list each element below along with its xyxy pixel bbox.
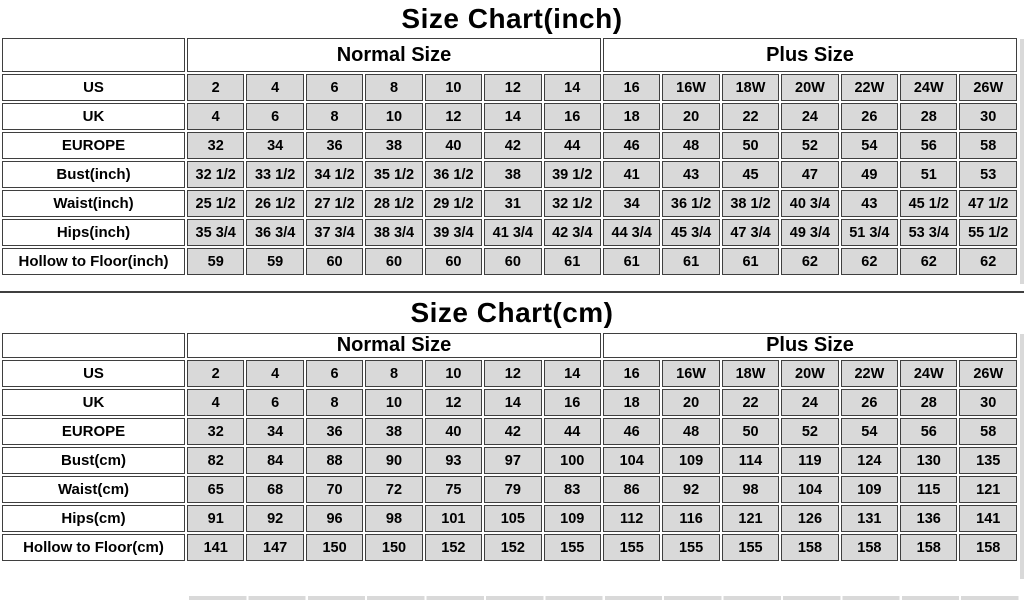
size-cell: 25 1/2 <box>187 190 244 217</box>
size-cell: 83 <box>544 476 601 503</box>
size-cell: 68 <box>246 476 303 503</box>
size-cell: 158 <box>900 534 957 561</box>
size-cell: 91 <box>187 505 244 532</box>
size-cell: 43 <box>662 161 719 188</box>
size-cell: 10 <box>425 360 482 387</box>
size-cell: 131 <box>841 505 898 532</box>
size-cell: 49 <box>841 161 898 188</box>
size-cell: 27 1/2 <box>306 190 363 217</box>
table-row <box>2 447 1017 474</box>
size-cell: 36 1/2 <box>425 161 482 188</box>
size-cell: 158 <box>959 534 1017 561</box>
size-cell: 14 <box>484 389 541 416</box>
table-row <box>2 248 1017 275</box>
size-cell: 20 <box>662 389 719 416</box>
size-cell: 16W <box>662 74 719 101</box>
size-cell: 109 <box>544 505 601 532</box>
size-chart-cm-section <box>0 291 1024 563</box>
size-cell: 14 <box>544 74 601 101</box>
table-row <box>2 190 1017 217</box>
size-cell: 53 3/4 <box>900 219 957 246</box>
size-cell: 36 <box>306 132 363 159</box>
size-cell: 104 <box>781 476 838 503</box>
size-cell: 41 <box>603 161 660 188</box>
size-cell: 136 <box>900 505 957 532</box>
size-cell: 6 <box>246 103 303 130</box>
size-cell: 116 <box>662 505 719 532</box>
size-cell: 121 <box>959 476 1017 503</box>
table-row <box>2 505 1017 532</box>
size-cell: 121 <box>722 505 779 532</box>
size-cell: 4 <box>187 389 244 416</box>
size-cell: 50 <box>722 418 779 445</box>
size-cell: 16 <box>544 103 601 130</box>
size-cell: 45 <box>722 161 779 188</box>
size-cell: 109 <box>662 447 719 474</box>
size-cell: 59 <box>246 248 303 275</box>
size-cell: 75 <box>425 476 482 503</box>
size-cell: 48 <box>662 418 719 445</box>
row-label: Waist(inch) <box>2 190 185 217</box>
table-row <box>2 360 1017 387</box>
size-cell: 44 3/4 <box>603 219 660 246</box>
size-cell: 8 <box>365 74 422 101</box>
size-cell: 29 1/2 <box>425 190 482 217</box>
size-cell: 93 <box>425 447 482 474</box>
size-cell: 2 <box>187 74 244 101</box>
size-cell: 24 <box>781 103 838 130</box>
size-cell: 26 1/2 <box>246 190 303 217</box>
table-row <box>2 74 1017 101</box>
row-label: Hollow to Floor(cm) <box>2 534 185 561</box>
size-chart-cm-title: Size Chart(cm) <box>0 291 1024 331</box>
size-cell: 38 <box>365 132 422 159</box>
size-cell: 4 <box>246 360 303 387</box>
size-cell: 84 <box>246 447 303 474</box>
size-cell: 48 <box>662 132 719 159</box>
size-cell: 92 <box>246 505 303 532</box>
cutoff-row-strip <box>189 596 1020 600</box>
size-cell: 37 3/4 <box>306 219 363 246</box>
size-cell: 72 <box>365 476 422 503</box>
size-cell: 61 <box>603 248 660 275</box>
row-label: UK <box>2 103 185 130</box>
size-cell: 47 3/4 <box>722 219 779 246</box>
size-cell: 114 <box>722 447 779 474</box>
size-cell: 124 <box>841 447 898 474</box>
size-cell: 92 <box>662 476 719 503</box>
size-cell: 36 1/2 <box>662 190 719 217</box>
size-cell: 155 <box>722 534 779 561</box>
size-cell: 6 <box>306 360 363 387</box>
size-cell: 38 1/2 <box>722 190 779 217</box>
size-cell: 12 <box>484 74 541 101</box>
size-cell: 30 <box>959 103 1017 130</box>
size-cell: 52 <box>781 418 838 445</box>
group-header-plus-size: Plus Size <box>603 38 1017 72</box>
size-cell: 14 <box>484 103 541 130</box>
size-cell: 33 1/2 <box>246 161 303 188</box>
size-cell: 79 <box>484 476 541 503</box>
size-cell: 141 <box>187 534 244 561</box>
size-cell: 62 <box>959 248 1017 275</box>
size-cell: 158 <box>781 534 838 561</box>
size-cell: 51 3/4 <box>841 219 898 246</box>
row-label: Bust(inch) <box>2 161 185 188</box>
size-cell: 39 1/2 <box>544 161 601 188</box>
size-cell: 40 <box>425 418 482 445</box>
size-cell: 155 <box>662 534 719 561</box>
size-cell: 28 1/2 <box>365 190 422 217</box>
table-row <box>2 534 1017 561</box>
size-cell: 126 <box>781 505 838 532</box>
size-chart-inch-section <box>0 0 1024 277</box>
size-cell: 8 <box>306 389 363 416</box>
size-cell: 54 <box>841 132 898 159</box>
size-cell: 8 <box>306 103 363 130</box>
size-cell: 155 <box>603 534 660 561</box>
size-cell: 22 <box>722 103 779 130</box>
size-cell: 26 <box>841 389 898 416</box>
size-cell: 60 <box>425 248 482 275</box>
row-label: Hips(cm) <box>2 505 185 532</box>
size-cell: 38 <box>365 418 422 445</box>
table-row <box>2 132 1017 159</box>
size-cell: 56 <box>900 132 957 159</box>
size-cell: 16 <box>544 389 601 416</box>
table-row <box>2 389 1017 416</box>
size-cell: 34 <box>603 190 660 217</box>
cutoff-column-strip <box>1020 334 1024 579</box>
size-cell: 26 <box>841 103 898 130</box>
size-cell: 130 <box>900 447 957 474</box>
size-cell: 105 <box>484 505 541 532</box>
size-cell: 119 <box>781 447 838 474</box>
size-cell: 18 <box>603 389 660 416</box>
size-cell: 14 <box>544 360 601 387</box>
row-label: Waist(cm) <box>2 476 185 503</box>
table-row <box>2 161 1017 188</box>
row-label: EUROPE <box>2 132 185 159</box>
size-cell: 45 1/2 <box>900 190 957 217</box>
size-cell: 40 3/4 <box>781 190 838 217</box>
size-cell: 150 <box>306 534 363 561</box>
row-label: Hollow to Floor(inch) <box>2 248 185 275</box>
size-cell: 42 <box>484 418 541 445</box>
size-cell: 12 <box>484 360 541 387</box>
table-row <box>2 476 1017 503</box>
size-cell: 42 3/4 <box>544 219 601 246</box>
size-cell: 112 <box>603 505 660 532</box>
size-cell: 115 <box>900 476 957 503</box>
size-cell: 2 <box>187 360 244 387</box>
size-cell: 62 <box>781 248 838 275</box>
size-cell: 141 <box>959 505 1017 532</box>
row-label: Hips(inch) <box>2 219 185 246</box>
size-cell: 18 <box>603 103 660 130</box>
size-cell: 104 <box>603 447 660 474</box>
size-cell: 158 <box>841 534 898 561</box>
size-cell: 6 <box>306 74 363 101</box>
size-cell: 100 <box>544 447 601 474</box>
size-cell: 16 <box>603 360 660 387</box>
size-cell: 98 <box>722 476 779 503</box>
size-cell: 50 <box>722 132 779 159</box>
size-cell: 10 <box>365 103 422 130</box>
size-cell: 36 <box>306 418 363 445</box>
size-cell: 60 <box>365 248 422 275</box>
size-cell: 58 <box>959 132 1017 159</box>
size-cell: 46 <box>603 418 660 445</box>
size-cell: 39 3/4 <box>425 219 482 246</box>
size-cell: 56 <box>900 418 957 445</box>
size-cell: 60 <box>484 248 541 275</box>
group-header-normal-size: Normal Size <box>187 38 601 72</box>
size-cell: 52 <box>781 132 838 159</box>
size-cell: 152 <box>425 534 482 561</box>
cutoff-column-strip <box>1020 39 1024 284</box>
size-cell: 24 <box>781 389 838 416</box>
size-cell: 34 <box>246 132 303 159</box>
size-cell: 24W <box>900 360 957 387</box>
size-cell: 60 <box>306 248 363 275</box>
size-cell: 31 <box>484 190 541 217</box>
size-cell: 59 <box>187 248 244 275</box>
size-cell: 62 <box>841 248 898 275</box>
group-header-plus-size: Plus Size <box>603 333 1017 358</box>
size-cell: 18W <box>722 74 779 101</box>
corner-cell <box>2 333 185 358</box>
size-cell: 20W <box>781 360 838 387</box>
size-cell: 18W <box>722 360 779 387</box>
size-cell: 147 <box>246 534 303 561</box>
size-cell: 109 <box>841 476 898 503</box>
size-cell: 47 <box>781 161 838 188</box>
group-header-row <box>2 38 1017 72</box>
size-cell: 10 <box>365 389 422 416</box>
size-cell: 58 <box>959 418 1017 445</box>
size-cell: 41 3/4 <box>484 219 541 246</box>
table-row <box>2 418 1017 445</box>
size-cell: 42 <box>484 132 541 159</box>
size-cell: 40 <box>425 132 482 159</box>
size-cell: 82 <box>187 447 244 474</box>
size-cell: 152 <box>484 534 541 561</box>
size-cell: 4 <box>187 103 244 130</box>
table-row <box>2 103 1017 130</box>
row-label: Bust(cm) <box>2 447 185 474</box>
size-chart-cm-table <box>0 331 1019 563</box>
size-cell: 88 <box>306 447 363 474</box>
size-cell: 51 <box>900 161 957 188</box>
size-cell: 12 <box>425 389 482 416</box>
size-cell: 24W <box>900 74 957 101</box>
size-cell: 4 <box>246 74 303 101</box>
size-cell: 61 <box>544 248 601 275</box>
size-cell: 98 <box>365 505 422 532</box>
size-cell: 12 <box>425 103 482 130</box>
size-cell: 54 <box>841 418 898 445</box>
row-label: UK <box>2 389 185 416</box>
size-cell: 61 <box>722 248 779 275</box>
size-chart-inch-table <box>0 36 1019 277</box>
size-cell: 155 <box>544 534 601 561</box>
size-cell: 44 <box>544 132 601 159</box>
corner-cell <box>2 38 185 72</box>
size-cell: 26W <box>959 74 1017 101</box>
size-cell: 35 3/4 <box>187 219 244 246</box>
group-header-normal-size: Normal Size <box>187 333 601 358</box>
size-cell: 150 <box>365 534 422 561</box>
size-cell: 6 <box>246 389 303 416</box>
size-cell: 49 3/4 <box>781 219 838 246</box>
group-header-row <box>2 333 1017 358</box>
size-cell: 55 1/2 <box>959 219 1017 246</box>
size-cell: 16W <box>662 360 719 387</box>
size-cell: 38 3/4 <box>365 219 422 246</box>
size-cell: 61 <box>662 248 719 275</box>
size-cell: 36 3/4 <box>246 219 303 246</box>
size-cell: 44 <box>544 418 601 445</box>
size-cell: 38 <box>484 161 541 188</box>
size-cell: 86 <box>603 476 660 503</box>
size-cell: 30 <box>959 389 1017 416</box>
size-cell: 34 <box>246 418 303 445</box>
size-cell: 96 <box>306 505 363 532</box>
size-cell: 32 <box>187 132 244 159</box>
size-cell: 20 <box>662 103 719 130</box>
size-cell: 45 3/4 <box>662 219 719 246</box>
size-cell: 97 <box>484 447 541 474</box>
size-cell: 32 <box>187 418 244 445</box>
row-label: US <box>2 360 185 387</box>
row-label: US <box>2 74 185 101</box>
size-cell: 28 <box>900 103 957 130</box>
size-cell: 53 <box>959 161 1017 188</box>
size-cell: 135 <box>959 447 1017 474</box>
size-chart-inch-title: Size Chart(inch) <box>401 3 623 34</box>
row-label: EUROPE <box>2 418 185 445</box>
size-cell: 16 <box>603 74 660 101</box>
size-cell: 32 1/2 <box>187 161 244 188</box>
size-cell: 10 <box>425 74 482 101</box>
size-cell: 26W <box>959 360 1017 387</box>
size-cell: 35 1/2 <box>365 161 422 188</box>
size-cell: 22W <box>841 74 898 101</box>
size-cell: 8 <box>365 360 422 387</box>
size-cell: 22W <box>841 360 898 387</box>
size-cell: 46 <box>603 132 660 159</box>
size-cell: 32 1/2 <box>544 190 601 217</box>
size-cell: 90 <box>365 447 422 474</box>
size-cell: 47 1/2 <box>959 190 1017 217</box>
size-cell: 20W <box>781 74 838 101</box>
size-cell: 22 <box>722 389 779 416</box>
size-cell: 28 <box>900 389 957 416</box>
size-cell: 65 <box>187 476 244 503</box>
table-row <box>2 219 1017 246</box>
size-cell: 101 <box>425 505 482 532</box>
size-cell: 34 1/2 <box>306 161 363 188</box>
size-cell: 43 <box>841 190 898 217</box>
size-cell: 62 <box>900 248 957 275</box>
size-cell: 70 <box>306 476 363 503</box>
